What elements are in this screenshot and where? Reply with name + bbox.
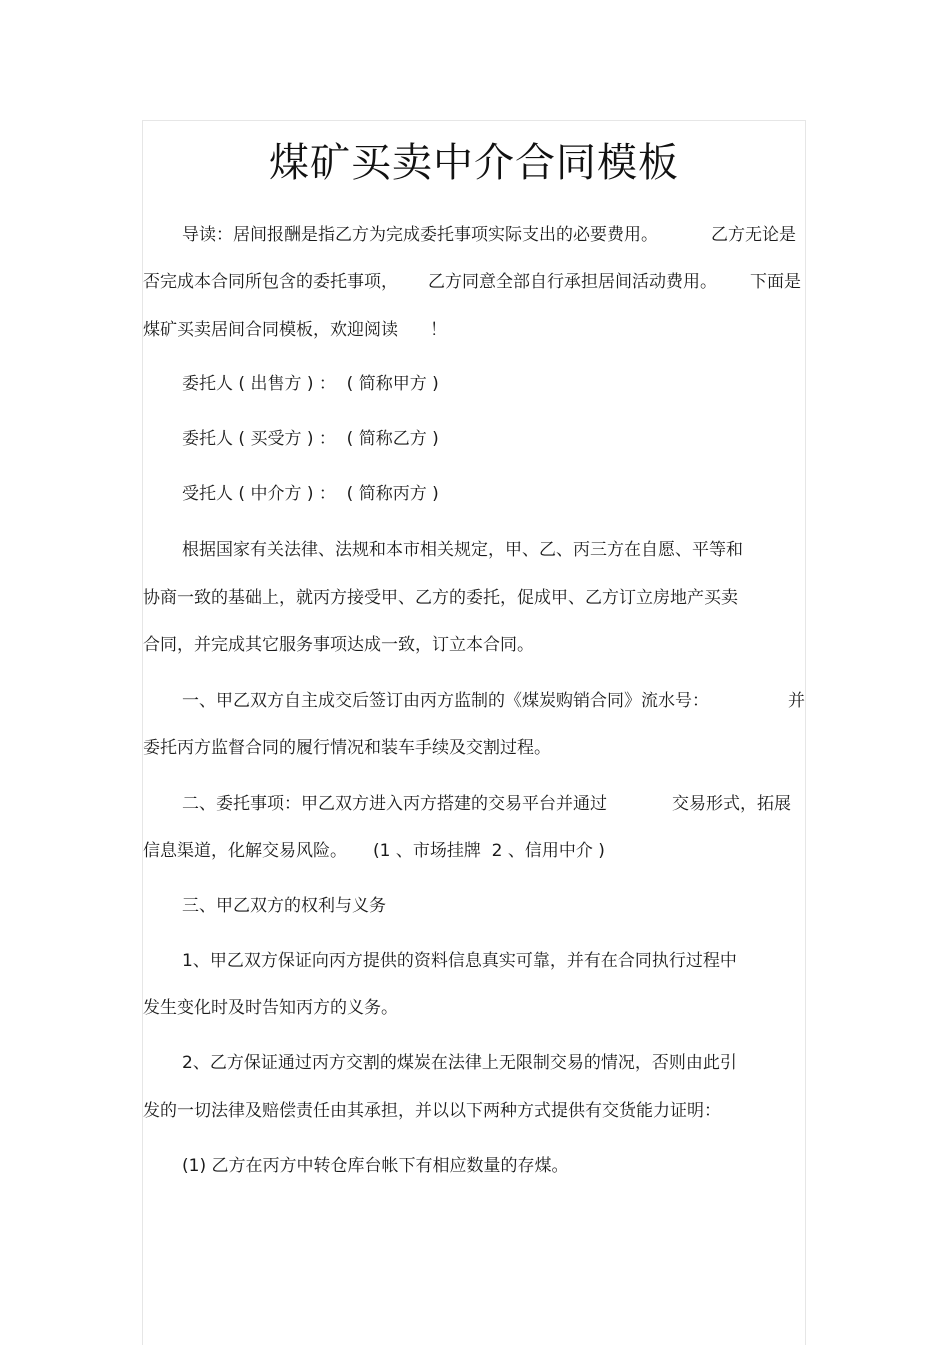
text-segment: 下面是 xyxy=(750,272,801,292)
text-segment: 受托人 ( 中介方 ) ： ( 简称丙方 ) xyxy=(182,484,439,504)
text-segment: 交易形式，拓展 xyxy=(672,794,791,814)
text-segment: 1、甲乙双方保证向丙方提供的资料信息真实可靠，并有在合同执行过程中 xyxy=(182,951,737,971)
text-segment: 委托丙方监督合同的履行情况和装车手续及交割过程。 xyxy=(143,738,551,758)
text-segment: 乙方同意全部自行承担居间活动费用。 xyxy=(428,272,717,292)
text-segment: (1) 乙方在丙方中转仓库台帐下有相应数量的存煤。 xyxy=(182,1156,569,1176)
text-segment: 2、乙方保证通过丙方交割的煤炭在法律上无限制交易的情况，否则由此引 xyxy=(182,1053,737,1073)
text-segment: ！ xyxy=(430,320,447,340)
text-segment: 二、委托事项：甲乙双方进入丙方搭建的交易平台并通过 xyxy=(182,794,607,814)
text-segment: 煤矿买卖居间合同模板，欢迎阅读 xyxy=(143,320,398,340)
text-segment: 委托人 ( 买受方 ) ： ( 简称乙方 ) xyxy=(182,429,439,449)
text-segment: 乙方无论是 xyxy=(711,225,796,245)
text-segment: 否完成本合同所包含的委托事项， xyxy=(143,272,398,292)
text-segment: 三、甲乙双方的权利与义务 xyxy=(182,896,386,916)
text-segment: 一、甲乙双方自主成交后签订由丙方监制的《煤炭购销合同》流水号： xyxy=(182,691,709,711)
text-segment: 根据国家有关法律、法规和本市相关规定，甲、乙、丙三方在自愿、平等和 xyxy=(182,540,743,560)
document-title: 煤矿买卖中介合同模板 xyxy=(269,140,679,186)
text-segment: 发的一切法律及赔偿责任由其承担，并以以下两种方式提供有交货能力证明： xyxy=(143,1101,721,1121)
text-segment: (1 、市场挂牌 2 、信用中介 ) xyxy=(373,841,605,861)
text-segment: 协商一致的基础上，就丙方接受甲、乙方的委托，促成甲、乙方订立房地产买卖 xyxy=(143,588,738,608)
text-segment: 并 xyxy=(788,691,805,711)
text-segment: 导读：居间报酬是指乙方为完成委托事项实际支出的必要费用。 xyxy=(182,225,658,245)
text-segment: 发生变化时及时告知丙方的义务。 xyxy=(143,998,398,1018)
text-segment: 委托人 ( 出售方 ) ： ( 简称甲方 ) xyxy=(182,374,439,394)
text-segment: 信息渠道，化解交易风险。 xyxy=(143,841,347,861)
text-segment: 合同，并完成其它服务事项达成一致，订立本合同。 xyxy=(143,635,534,655)
